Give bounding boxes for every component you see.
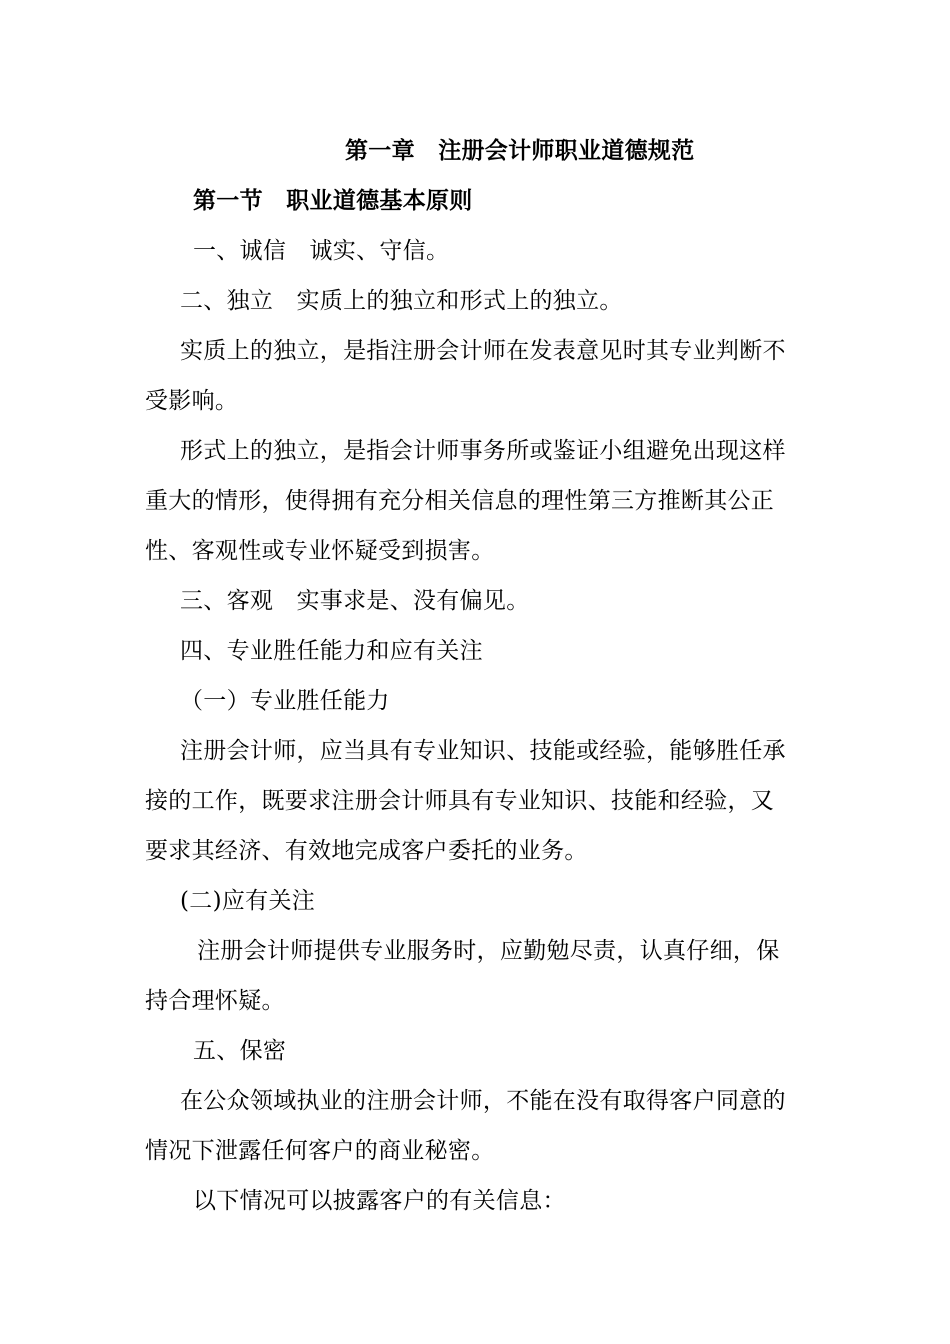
paragraph-line: 三、客观 实事求是、没有偏见。 xyxy=(180,588,530,614)
paragraph-line: 持合理怀疑。 xyxy=(145,988,285,1014)
paragraph-line: (二)应有关注 xyxy=(180,888,316,914)
paragraph-line: 形式上的独立，是指会计师事务所或鉴证小组避免出现这样 xyxy=(180,438,786,464)
paragraph-line: 接的工作，既要求注册会计师具有专业知识、技能和经验，又 xyxy=(145,788,775,814)
paragraph-line: 情况下泄露任何客户的商业秘密。 xyxy=(145,1138,495,1164)
paragraph-line: 实质上的独立，是指注册会计师在发表意见时其专业判断不 xyxy=(180,338,786,364)
paragraph-line: 注册会计师提供专业服务时，应勤勉尽责，认真仔细，保 xyxy=(197,938,780,964)
section-title: 第一节 职业道德基本原则 xyxy=(193,187,473,214)
paragraph-line: 要求其经济、有效地完成客户委托的业务。 xyxy=(145,838,588,864)
paragraph-line: 五、保密 xyxy=(193,1038,287,1064)
paragraph-line: （一）专业胜任能力 xyxy=(180,688,390,714)
paragraph-line: 注册会计师，应当具有专业知识、技能或经验，能够胜任承 xyxy=(180,738,786,764)
chapter-title: 第一章 注册会计师职业道德规范 xyxy=(345,137,695,164)
paragraph-line: 在公众领域执业的注册会计师，不能在没有取得客户同意的 xyxy=(180,1088,786,1114)
paragraph-line: 二、独立 实质上的独立和形式上的独立。 xyxy=(180,288,623,314)
paragraph-line: 性、客观性或专业怀疑受到损害。 xyxy=(145,538,495,564)
paragraph-line: 以下情况可以披露客户的有关信息： xyxy=(193,1188,566,1214)
paragraph-line: 受影响。 xyxy=(145,388,239,414)
paragraph-line: 四、专业胜任能力和应有关注 xyxy=(180,638,483,664)
paragraph-line: 重大的情形，使得拥有充分相关信息的理性第三方推断其公正 xyxy=(145,488,775,514)
paragraph-line: 一、诚信 诚实、守信。 xyxy=(193,238,450,264)
